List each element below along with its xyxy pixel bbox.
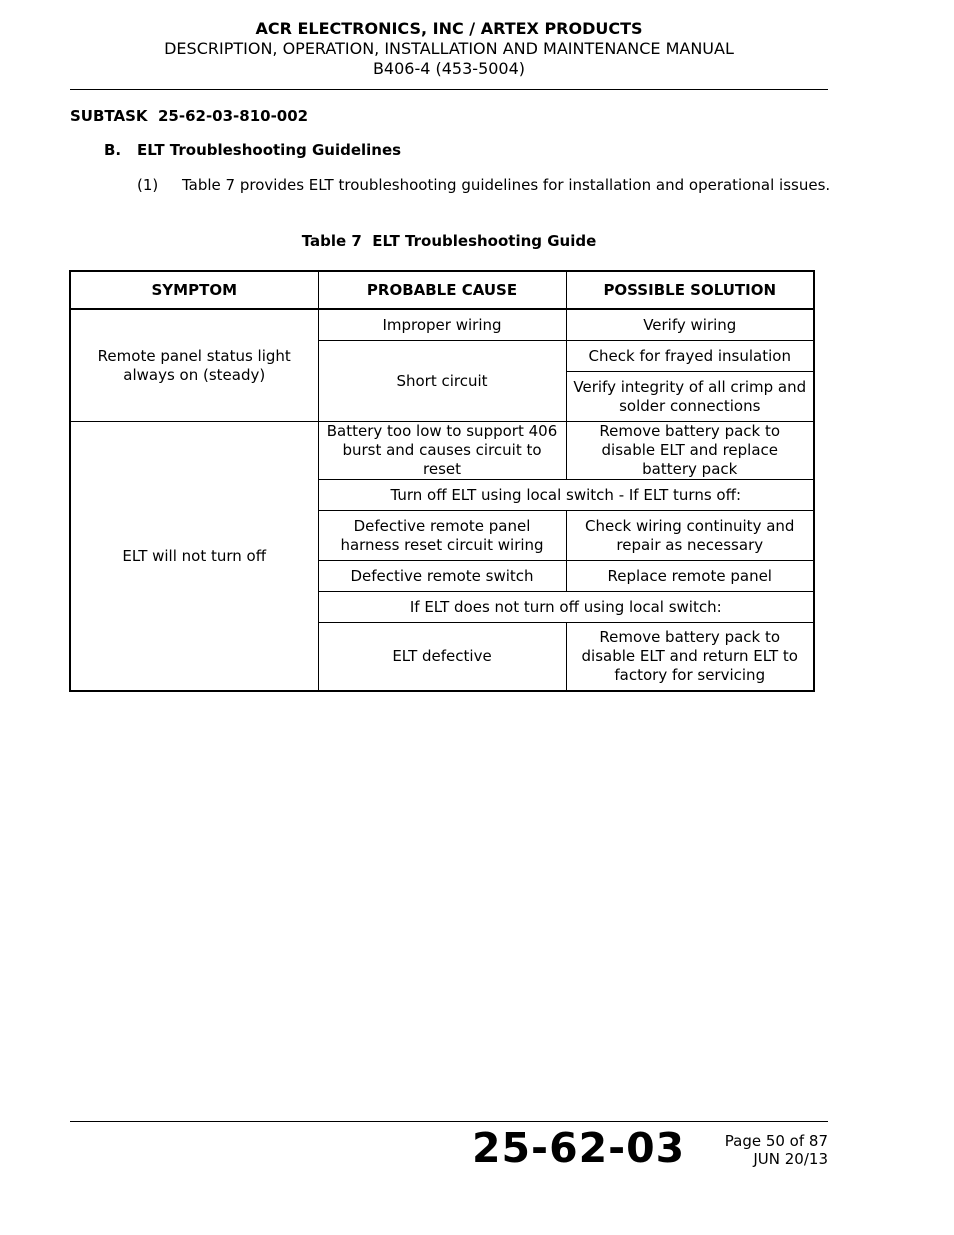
table-note: If ELT does not turn off using local switch: xyxy=(318,592,814,623)
paragraph-text: Table 7 provides ELT troubleshooting guidelines for installation and operational issues. xyxy=(182,176,831,194)
company-name: ACR ELECTRONICS, INC / ARTEX PRODUCTS xyxy=(255,19,643,38)
solution-cell: Replace remote panel xyxy=(566,561,814,592)
manual-title: DESCRIPTION, OPERATION, INSTALLATION AND MAINTENANCE MANUAL xyxy=(164,39,734,58)
section-heading xyxy=(104,141,401,159)
footer-divider xyxy=(70,1121,828,1122)
troubleshooting-table xyxy=(69,270,815,692)
cause-cell: Short circuit xyxy=(318,341,566,422)
cause-cell: ELT defective xyxy=(318,623,566,692)
section-title: ELT Troubleshooting Guidelines xyxy=(137,141,402,159)
section-letter: B. xyxy=(104,141,122,159)
table-row xyxy=(70,422,814,480)
paragraph-number: (1) xyxy=(137,176,159,194)
solution-cell: Check for frayed insulation xyxy=(566,341,814,372)
subtask-heading: SUBTASK 25-62-03-810-002 xyxy=(70,107,309,125)
table-header-row xyxy=(70,271,814,309)
cause-cell: Defective remote switch xyxy=(318,561,566,592)
page-number: Page 50 of 87 xyxy=(724,1132,828,1150)
symptom-cell: ELT will not turn off xyxy=(70,422,318,692)
header-symptom: SYMPTOM xyxy=(70,271,318,309)
solution-cell: Remove battery pack to disable ELT and return ELT to factory for servicing xyxy=(566,623,814,692)
solution-cell: Verify integrity of all crimp and solder connections xyxy=(566,372,814,422)
paragraph xyxy=(137,176,830,194)
table-row xyxy=(70,309,814,341)
revision-date: JUN 20/13 xyxy=(753,1150,828,1168)
table-title: Table 7 ELT Troubleshooting Guide xyxy=(301,232,597,250)
solution-cell: Check wiring continuity and repair as necessary xyxy=(566,511,814,561)
header-divider xyxy=(70,89,828,90)
cause-cell: Battery too low to support 406 burst and causes circuit to reset xyxy=(318,422,566,480)
page-info xyxy=(725,1132,828,1168)
header-probable-cause: PROBABLE CAUSE xyxy=(318,271,566,309)
header-possible-solution: POSSIBLE SOLUTION xyxy=(566,271,814,309)
cause-cell: Improper wiring xyxy=(318,309,566,341)
symptom-cell: Remote panel status light always on (steady) xyxy=(70,309,318,422)
page-header xyxy=(70,19,828,79)
model-number: B406-4 (453-5004) xyxy=(372,59,526,78)
solution-cell: Verify wiring xyxy=(566,309,814,341)
solution-cell: Remove battery pack to disable ELT and replace battery pack xyxy=(566,422,814,480)
cause-cell: Defective remote panel harness reset circuit wiring xyxy=(318,511,566,561)
document-number: 25-62-03 xyxy=(472,1124,686,1172)
table-note: Turn off ELT using local switch - If ELT turns off: xyxy=(318,480,814,511)
